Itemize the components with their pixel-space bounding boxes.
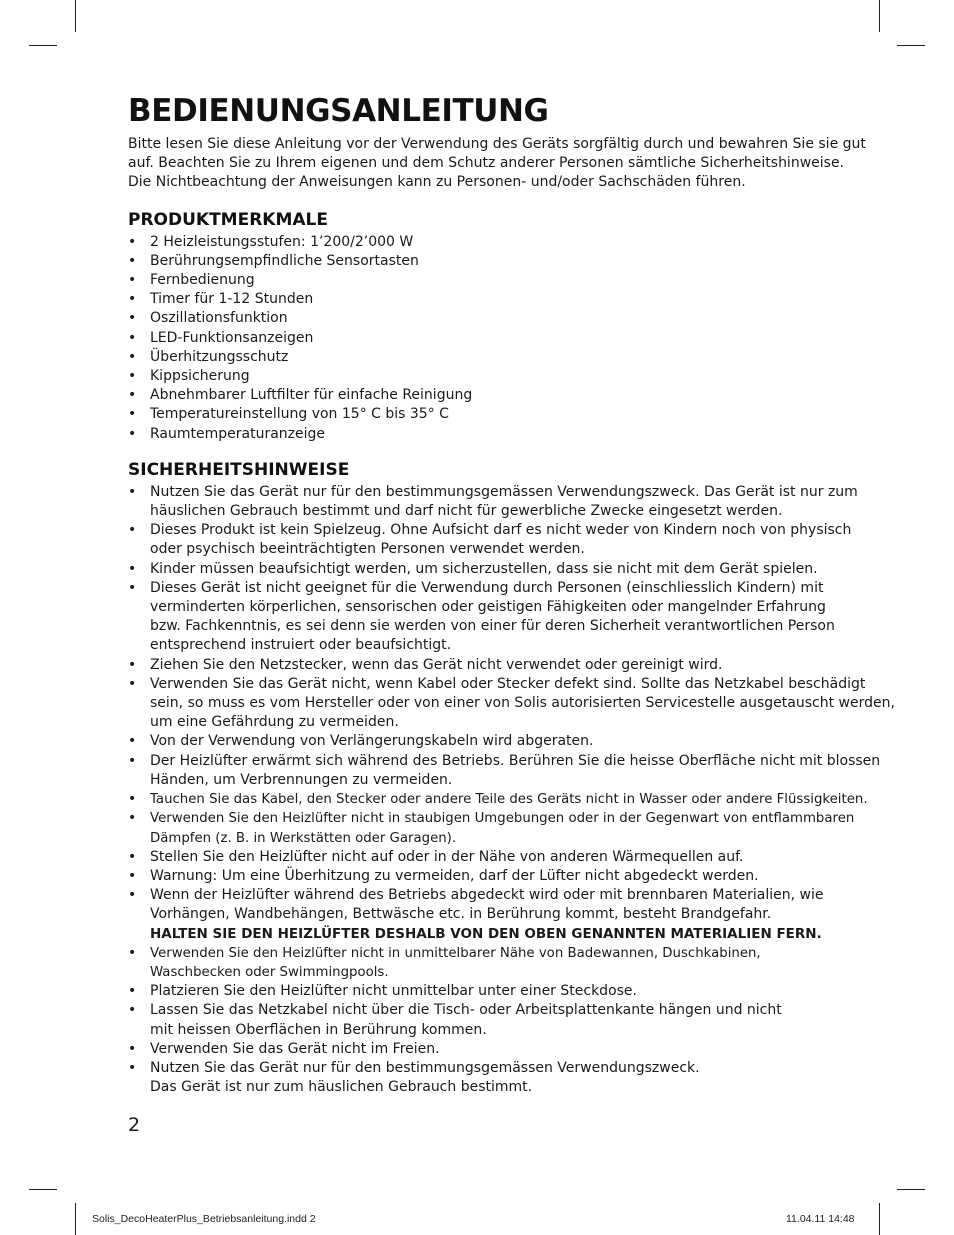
safety-item-line: oder psychisch beeinträchtigten Personen verwendet werden.	[150, 541, 585, 558]
features-list	[128, 233, 828, 444]
safety-item	[128, 732, 828, 751]
feature-item-text: • LED-Funktionsanzeigen	[150, 329, 314, 346]
safety-item-line: • Stellen Sie den Heizlüfter nicht auf oder in der Nähe von anderen Wärmequellen auf.	[150, 848, 744, 865]
intro-line: Bitte lesen Sie diese Anleitung vor der Verwendung des Geräts sorgfältig durch und bewahren Sie sie gut	[128, 136, 866, 152]
safety-item	[128, 483, 858, 521]
safety-item-line: Das Gerät ist nur zum häuslichen Gebrauch bestimmt.	[150, 1079, 533, 1096]
safety-item-line: • Kinder müssen beaufsichtigt werden, um sicherzustellen, dass sie nicht mit dem Gerät spielen.	[150, 560, 818, 577]
safety-item-line: • Dieses Produkt ist kein Spielzeug. Ohne Aufsicht darf es nicht weder von Kindern noch von physisch	[150, 522, 852, 539]
safety-item-line: bzw. Fachkenntnis, es sei denn sie werden von einer für deren Sicherheit verantwortlichen Person	[150, 618, 835, 635]
feature-item	[128, 405, 828, 424]
safety-item-line: • Dieses Gerät ist nicht geeignet für die Verwendung durch Personen (einschliesslich Kindern) mit	[150, 579, 824, 596]
feature-item-text: • Oszillationsfunktion	[150, 310, 288, 327]
feature-item	[128, 348, 828, 367]
safety-item	[128, 867, 828, 886]
safety-item-line: häuslichen Gebrauch bestimmt und darf nicht für gewerbliche Zwecke eingesetzt werden.	[150, 503, 783, 520]
safety-warning-emphasis: HALTEN SIE DEN HEIZLÜFTER DESHALB VON DEN OBEN GENANNTEN MATERIALIEN FERN.	[150, 925, 822, 942]
safety-item-line: • Tauchen Sie das Kabel, den Stecker oder andere Teile des Geräts nicht in Wasser oder andere Flüssigkeiten.	[150, 792, 868, 808]
safety-item-line: • Verwenden Sie das Gerät nicht, wenn Kabel oder Stecker defekt sind. Sollte das Netzkabel beschädigt	[150, 675, 866, 692]
crop-mark	[75, 1203, 76, 1235]
feature-item	[128, 271, 828, 290]
crop-mark	[879, 1203, 880, 1235]
safety-item-line: • Lassen Sie das Netzkabel nicht über die Tisch- oder Arbeitsplattenkante hängen und nicht	[150, 1002, 782, 1019]
safety-item-line: • Platzieren Sie den Heizlüfter nicht unmittelbar unter einer Steckdose.	[150, 983, 637, 1000]
feature-item	[128, 252, 828, 271]
feature-item-text: • Berührungsempfindliche Sensortasten	[150, 252, 419, 269]
footer-filename: Solis_DecoHeaterPlus_Betriebsanleitung.indd 2	[92, 1213, 316, 1225]
page-title: BEDIENUNGSANLEITUNG	[128, 93, 549, 129]
safety-item-line: • Verwenden Sie den Heizlüfter nicht in unmittelbarer Nähe von Badewannen, Duschkabinen,	[150, 945, 761, 961]
footer-timestamp: 11.04.11 14:48	[786, 1213, 855, 1225]
safety-item	[128, 675, 895, 733]
safety-item	[128, 560, 828, 579]
safety-item	[128, 656, 828, 675]
safety-item-line: Dämpfen (z. B. in Werkstätten oder Garagen).	[150, 830, 457, 846]
feature-item-text: • Temperatureinstellung von 15° C bis 35° C	[150, 406, 449, 423]
safety-item-line: Vorhängen, Wandbehängen, Bettwäsche etc. in Berührung kommt, besteht Brandgefahr.	[150, 906, 772, 923]
feature-item-text: • Überhitzungsschutz	[150, 348, 289, 365]
safety-item	[128, 752, 881, 790]
feature-item-text: • Abnehmbarer Luftfilter für einfache Reinigung	[150, 387, 473, 404]
safety-item-line: • Wenn der Heizlüfter während des Betriebs abgedeckt wird oder mit brennbaren Materialien, wie	[150, 887, 824, 904]
safety-item-line: um eine Gefährdung zu vermeiden.	[150, 714, 399, 731]
safety-list	[128, 483, 895, 1098]
intro-paragraph	[128, 135, 866, 193]
safety-item	[128, 1001, 828, 1039]
safety-item	[128, 579, 835, 656]
safety-item-line: • Der Heizlüfter erwärmt sich während des Betriebs. Berühren Sie die heisse Oberfläche nicht mit blossen	[150, 752, 881, 769]
safety-item-line: • Warnung: Um eine Überhitzung zu vermeiden, darf der Lüfter nicht abgedeckt werden.	[150, 867, 759, 884]
safety-item	[128, 1040, 828, 1059]
safety-item-line: sein, so muss es vom Hersteller oder von einer von Solis autorisierten Servicestelle ausgetauscht werden,	[150, 695, 895, 712]
feature-item	[128, 233, 828, 252]
feature-item	[128, 329, 828, 348]
crop-mark	[879, 0, 880, 32]
features-heading: PRODUKTMERKMALE	[128, 209, 328, 230]
feature-item-text: • Fernbedienung	[150, 272, 255, 289]
safety-item	[128, 982, 828, 1001]
safety-heading: SICHERHEITSHINWEISE	[128, 459, 350, 480]
safety-item	[128, 809, 855, 847]
feature-item	[128, 309, 828, 328]
feature-item	[128, 386, 828, 405]
feature-item	[128, 367, 828, 386]
safety-item	[128, 848, 828, 867]
page-number: 2	[128, 1114, 141, 1136]
crop-mark	[29, 45, 57, 46]
intro-line: Die Nichtbeachtung der Anweisungen kann zu Personen- und/oder Sachschäden führen.	[128, 174, 746, 191]
crop-mark	[75, 0, 76, 32]
safety-item	[128, 790, 868, 809]
safety-item-line: Händen, um Verbrennungen zu vermeiden.	[150, 771, 453, 788]
safety-item-line: mit heissen Oberflächen in Berührung kommen.	[150, 1021, 487, 1038]
safety-item-line: • Ziehen Sie den Netzstecker, wenn das Gerät nicht verwendet oder gereinigt wird.	[150, 656, 723, 673]
page-content	[128, 92, 895, 1097]
crop-mark	[897, 1189, 925, 1190]
safety-item-line: • Von der Verwendung von Verlängerungskabeln wird abgeraten.	[150, 733, 594, 750]
safety-item	[128, 521, 852, 559]
feature-item-text: • Kippsicherung	[150, 368, 250, 385]
feature-item-text: • 2 Heizleistungsstufen: 1’200/2’000 W	[150, 233, 414, 250]
feature-item-text: • Raumtemperaturanzeige	[150, 425, 326, 442]
safety-item	[128, 1059, 828, 1097]
safety-item-line: Waschbecken oder Swimmingpools.	[150, 964, 389, 980]
safety-item	[128, 944, 828, 982]
safety-item	[128, 886, 828, 944]
crop-mark	[897, 45, 925, 46]
safety-item-line: • Nutzen Sie das Gerät nur für den bestimmungsgemässen Verwendungszweck. Das Gerät ist nur zum	[150, 483, 858, 500]
safety-item-line: • Verwenden Sie das Gerät nicht im Freien.	[150, 1040, 440, 1057]
safety-item-line: verminderten körperlichen, sensorischen oder geistigen Fähigkeiten oder mangelnder Erfahrung	[150, 599, 826, 616]
feature-item	[128, 290, 828, 309]
feature-item	[128, 425, 828, 444]
feature-item-text: • Timer für 1-12 Stunden	[150, 291, 314, 308]
safety-item-line: • Nutzen Sie das Gerät nur für den bestimmungsgemässen Verwendungszweck.	[150, 1059, 700, 1076]
safety-item-line: • Verwenden Sie den Heizlüfter nicht in staubigen Umgebungen oder in der Gegenwart von entflammbaren	[150, 811, 855, 827]
crop-mark	[29, 1189, 57, 1190]
safety-item-line: entsprechend instruiert oder beaufsichtigt.	[150, 637, 452, 654]
intro-line: auf. Beachten Sie zu Ihrem eigenen und dem Schutz anderer Personen sämtliche Sicherheitshinweise.	[128, 155, 845, 172]
